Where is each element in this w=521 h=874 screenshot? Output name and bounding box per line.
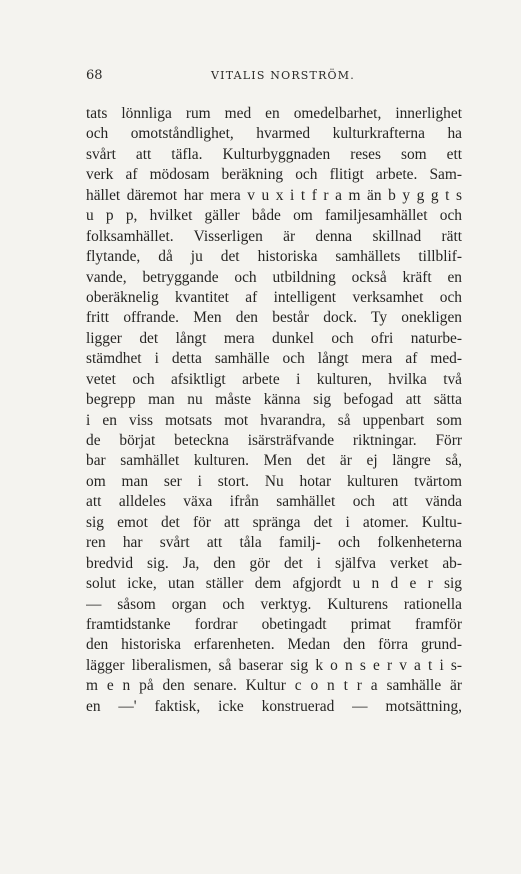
text-line: ligger det långt mera dunkel och ofri naturbe-: [86, 329, 462, 347]
text-line: en —' faktisk, icke konstruerad — motsättning,: [86, 697, 462, 715]
text-line: verk af mödosam beräkning och flitigt arbete. Sam-: [86, 166, 462, 184]
text-line: hället däremot har mera v u x i t f r a m än b y g g t s: [86, 186, 462, 204]
text-line: lägger liberalismen, så baserar sig k o n s e r v a t i s-: [86, 656, 462, 674]
text-line: framtidstanke fordrar obetingadt primat framför: [86, 615, 462, 633]
text-line: oberäknelig kvantitet af intelligent verksamhet och: [86, 288, 462, 306]
text-line: tats lönnliga rum med en omedelbarhet, innerlighet: [86, 105, 462, 122]
text-line: begrepp man nu måste känna sig befogad att sätta: [86, 391, 462, 409]
text-line: bredvid sig. Ja, den gör det i själfva verket ab-: [86, 554, 462, 572]
text-line: bar samhället kulturen. Men det är ej längre så,: [86, 452, 462, 470]
page-number: 68: [86, 68, 103, 83]
text-line: folksamhället. Visserligen är denna skillnad rätt: [86, 227, 462, 245]
text-line: om man ser i stort. Nu hotar kulturen tvärtom: [86, 472, 462, 490]
text-line: de börjat beteckna isärsträfvande riktningar. Förr: [86, 432, 462, 449]
text-line: — såsom organ och verktyg. Kulturens rationella: [86, 595, 462, 613]
text-line: att alldeles växa ifrån samhället och att vända: [86, 493, 462, 511]
text-line: u p p, hvilket gäller både om familjesamhället och: [86, 207, 462, 225]
text-line: i en viss motsats mot hvarandra, så uppenbart som: [86, 411, 462, 429]
body-text: [86, 104, 462, 717]
running-title: VITALIS NORSTRÖM.: [211, 69, 355, 82]
text-line: m e n på den senare. Kultur c o n t r a samhälle är: [86, 677, 462, 695]
text-line: och omotståndlighet, hvarmed kulturkrafterna ha: [86, 125, 462, 143]
text-line: fritt offrande. Men den består dock. Ty onekligen: [86, 309, 462, 327]
text-line: sig emot det för att spränga det i atomer. Kultu-: [86, 513, 462, 531]
text-line: flytande, då ju det historiska samhällets tillblif-: [86, 248, 462, 266]
text-line: stämdhet i detta samhälle och långt mera af med-: [86, 350, 462, 368]
text-line: den historiska erfarenheten. Medan den förra grund-: [86, 636, 462, 654]
text-line: svårt att täfla. Kulturbyggnaden reses som ett: [86, 145, 462, 163]
running-head: [86, 68, 462, 84]
text-line: ren har svårt att tåla familj- och folkenheterna: [86, 534, 462, 552]
text-line: vetet och afsiktligt arbete i kulturen, hvilka två: [86, 370, 462, 388]
text-line: solut icke, utan ställer dem afgjordt u n d e r sig: [86, 575, 462, 593]
text-line: vande, betryggande och utbildning också kräft en: [86, 268, 462, 286]
